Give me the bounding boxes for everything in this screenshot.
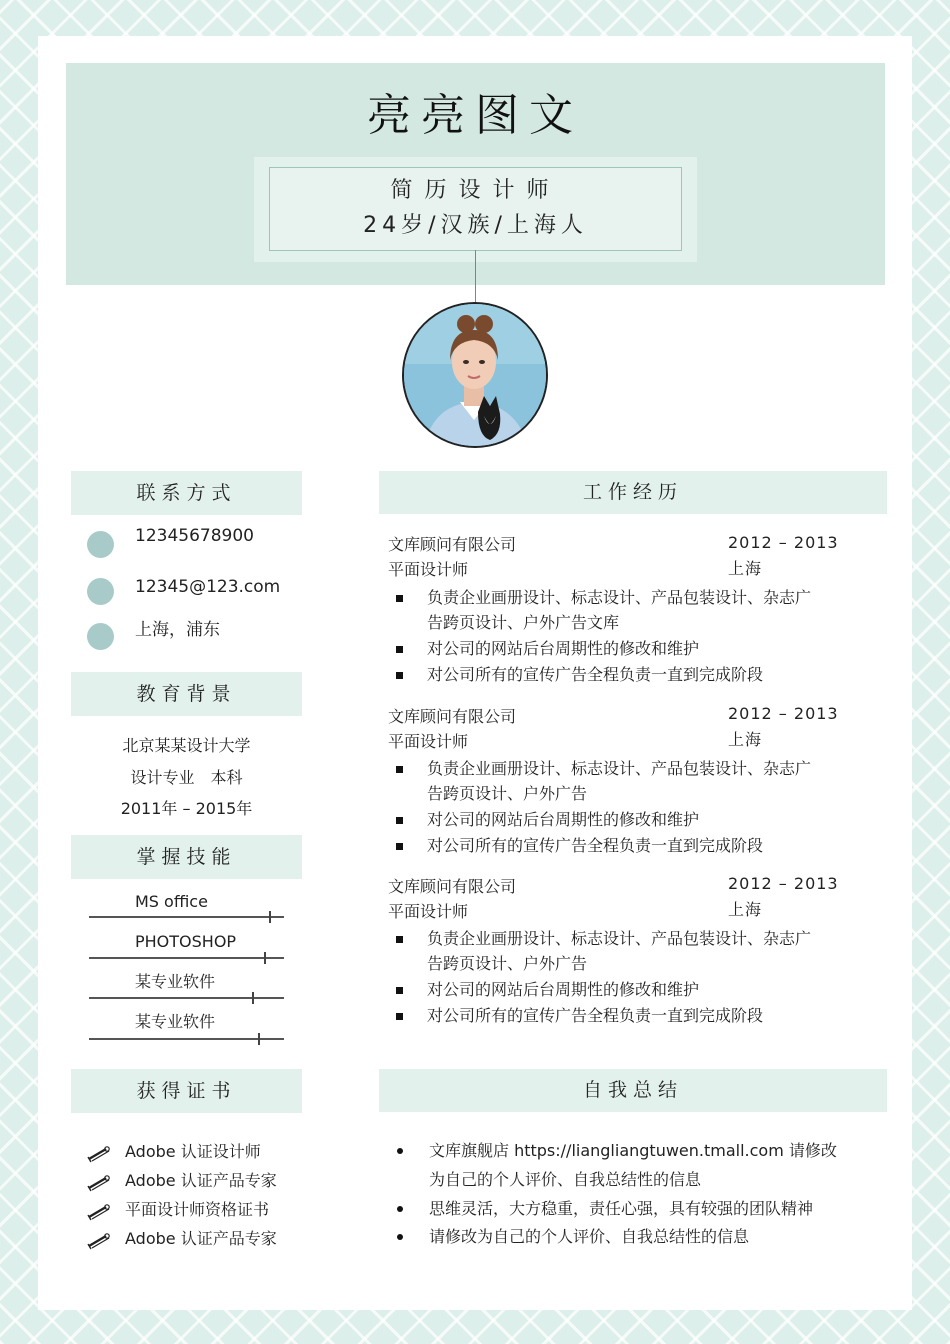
certificate-item: Adobe 认证设计师 [125, 1142, 261, 1161]
diploma-scroll-icon [86, 1203, 112, 1221]
skill-level-marker [264, 952, 266, 964]
diploma-scroll-icon [86, 1145, 112, 1163]
personal-info-subtitle: 24岁/汉族/上海人 [363, 213, 588, 238]
contact-phone: 12345678900 [135, 526, 254, 546]
job-duty: 负责企业画册设计、标志设计、产品包装设计、杂志广 [427, 929, 812, 948]
skills-section-title: 掌握技能 [71, 835, 302, 879]
education-section-title: 教育背景 [71, 672, 302, 716]
bullet-marker [396, 936, 403, 943]
bullet-marker [397, 1206, 403, 1212]
skill-label: PHOTOSHOP [135, 932, 237, 951]
job-city: 上海 [728, 900, 763, 919]
job-role: 平面设计师 [388, 560, 469, 579]
contact-email: 12345@123.com [135, 577, 281, 597]
job-date: 2012 – 2013 [728, 874, 839, 893]
bullet-marker [396, 1013, 403, 1020]
job-date: 2012 – 2013 [728, 704, 839, 723]
job-duty: 对公司所有的宣传广告全程负责一直到完成阶段 [427, 1006, 764, 1025]
education-period: 2011年 – 2015年 [120, 799, 253, 818]
skill-track [89, 997, 284, 999]
job-duty: 对公司所有的宣传广告全程负责一直到完成阶段 [427, 836, 764, 855]
certificate-item: 平面设计师资格证书 [125, 1200, 270, 1219]
skill-track [89, 916, 284, 918]
job-duty: 对公司所有的宣传广告全程负责一直到完成阶段 [427, 665, 764, 684]
summary-item-continued: 为自己的个人评价、自我总结性的信息 [429, 1170, 702, 1189]
job-duty: 负责企业画册设计、标志设计、产品包装设计、杂志广 [427, 588, 812, 607]
bullet-marker [397, 1148, 403, 1154]
job-city: 上海 [728, 559, 763, 578]
skill-level-marker [252, 992, 254, 1004]
bullet-marker [396, 646, 403, 653]
summary-item: 请修改为自己的个人评价、自我总结性的信息 [429, 1227, 750, 1246]
job-role: 平面设计师 [388, 902, 469, 921]
education-school: 北京某某设计大学 [122, 736, 251, 755]
diploma-scroll-icon [86, 1174, 112, 1192]
education-major: 设计专业 本科 [130, 768, 243, 787]
job-duty-continued: 告跨页设计、户外广告 [427, 784, 588, 803]
certificate-item: Adobe 认证产品专家 [125, 1171, 277, 1190]
job-duty-continued: 告跨页设计、户外广告文库 [427, 613, 620, 632]
bullet-marker [396, 766, 403, 773]
email-icon [87, 578, 114, 605]
diploma-scroll-icon [86, 1232, 112, 1250]
skill-label: 某专业软件 [135, 1012, 216, 1031]
bullet-marker [396, 987, 403, 994]
summary-item: 文库旗舰店 https://liangliangtuwen.tmall.com 请修改 [429, 1141, 837, 1160]
bullet-marker [396, 843, 403, 850]
certificates-section-title: 获得证书 [71, 1069, 302, 1113]
job-company: 文库顾问有限公司 [388, 877, 517, 896]
portrait-illustration [404, 304, 546, 446]
phone-icon [87, 531, 114, 558]
connector-line [475, 250, 476, 302]
job-duty-continued: 告跨页设计、户外广告 [427, 954, 588, 973]
job-duty: 对公司的网站后台周期性的修改和维护 [427, 980, 700, 999]
summary-section-title: 自我总结 [379, 1069, 887, 1112]
bullet-marker [397, 1234, 403, 1240]
summary-item: 思维灵活，大方稳重，责任心强，具有较强的团队精神 [429, 1199, 814, 1218]
bullet-marker [396, 672, 403, 679]
job-duty: 负责企业画册设计、标志设计、产品包装设计、杂志广 [427, 759, 812, 778]
skill-level-marker [269, 911, 271, 923]
contact-address: 上海，浦东 [135, 620, 220, 640]
job-role: 平面设计师 [388, 732, 469, 751]
job-duty: 对公司的网站后台周期性的修改和维护 [427, 639, 700, 658]
job-date: 2012 – 2013 [728, 533, 839, 552]
job-company: 文库顾问有限公司 [388, 707, 517, 726]
contact-section-title: 联系方式 [71, 471, 302, 515]
profile-photo [402, 302, 548, 448]
job-company: 文库顾问有限公司 [388, 535, 517, 554]
skill-label: MS office [135, 892, 208, 911]
skill-track [89, 957, 284, 959]
skill-level-marker [258, 1033, 260, 1045]
skill-track [89, 1038, 284, 1040]
job-city: 上海 [728, 730, 763, 749]
certificate-item: Adobe 认证产品专家 [125, 1229, 277, 1248]
job-duty: 对公司的网站后台周期性的修改和维护 [427, 810, 700, 829]
candidate-name: 亮亮图文 [367, 90, 583, 141]
bullet-marker [396, 595, 403, 602]
bullet-marker [396, 817, 403, 824]
job-title-subtitle: 简历设计师 [390, 178, 561, 203]
skill-label: 某专业软件 [135, 972, 216, 991]
location-icon [87, 623, 114, 650]
work-section-title: 工作经历 [379, 471, 887, 514]
